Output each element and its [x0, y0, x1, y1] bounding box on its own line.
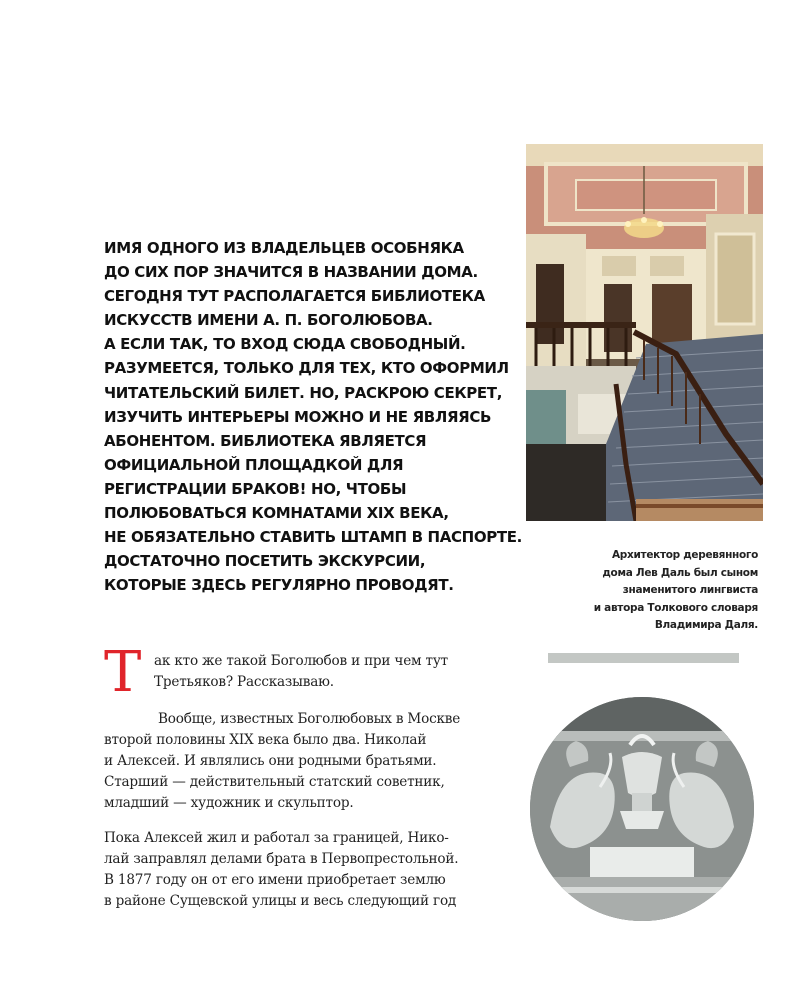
paragraph-1: [104, 651, 504, 693]
lead-line: НЕ ОБЯЗАТЕЛЬНО СТАВИТЬ ШТАМП В ПАСПОРТЕ.: [104, 528, 523, 547]
paragraph-line: младший — художник и скульптор.: [104, 795, 354, 811]
paragraph-line: Старший — действительный статский советник,: [104, 774, 445, 790]
lead-line: ЧИТАТЕЛЬСКИЙ БИЛЕТ. НО, РАСКРОЮ СЕКРЕТ,: [104, 383, 503, 402]
lead-line: ДО СИХ ПОР ЗНАЧИТСЯ В НАЗВАНИИ ДОМА.: [104, 263, 478, 282]
drop-cap: Т: [104, 640, 142, 705]
staircase-illustration: [526, 144, 763, 521]
paragraph-3: [104, 828, 504, 912]
caption-line: дома Лев Даль был сыном: [602, 566, 758, 579]
lead-line: ИСКУССТВ ИМЕНИ А. П. БОГОЛЮБОВА.: [104, 311, 433, 330]
paragraph-line: второй половины XIX века было два. Николай: [104, 732, 427, 748]
paragraph-line: лай заправлял делами брата в Первопрестольной.: [104, 851, 459, 867]
lead-quote: [104, 236, 524, 597]
paragraph-2: [104, 709, 504, 814]
caption-line: Владимира Даля.: [654, 619, 758, 631]
paragraph-line: и Алексей. И являлись они родными братьями.: [104, 753, 437, 769]
caption-line: и автора Толкового словаря: [593, 601, 758, 614]
library-staircase-photo: [526, 144, 763, 521]
lead-line: ДОСТАТОЧНО ПОСЕТИТЬ ЭКСКУРСИИ,: [104, 552, 426, 571]
caption-line: Архитектор деревянного: [611, 549, 758, 561]
lead-line: А ЕСЛИ ТАК, ТО ВХОД СЮДА СВОБОДНЫЙ.: [104, 335, 466, 354]
paragraph-line: Вообще, известных Боголюбовых в Москве: [158, 711, 461, 727]
lead-line: РЕГИСТРАЦИИ БРАКОВ! НО, ЧТОБЫ: [104, 479, 407, 498]
relief-medallion-photo: [530, 697, 754, 921]
paragraph-line: Третьяков? Рассказываю.: [154, 674, 334, 690]
lead-line: АБОНЕНТОМ. БИБЛИОТЕКА ЯВЛЯЕТСЯ: [104, 431, 427, 450]
photo-caption: [520, 547, 758, 635]
lead-line: ИЗУЧИТЬ ИНТЕРЬЕРЫ МОЖНО И НЕ ЯВЛЯЯСЬ: [104, 407, 492, 426]
paragraph-line: Пока Алексей жил и работал за границей, Нико-: [104, 830, 449, 846]
gray-divider-bar: [548, 653, 739, 663]
paragraph-line: в районе Сущевской улицы и весь следующий год: [104, 893, 457, 909]
lead-line: СЕГОДНЯ ТУТ РАСПОЛАГАЕТСЯ БИБЛИОТЕКА: [104, 287, 485, 306]
paragraph-line: ак кто же такой Боголюбов и при чем тут: [154, 653, 448, 669]
lead-line: ПОЛЮБОВАТЬСЯ КОМНАТАМИ XIX ВЕКА,: [104, 504, 449, 523]
lead-line: РАЗУМЕЕТСЯ, ТОЛЬКО ДЛЯ ТЕХ, КТО ОФОРМИЛ: [104, 359, 509, 378]
paragraph-line: В 1877 году он от его имени приобретает землю: [104, 872, 446, 888]
lead-line: КОТОРЫЕ ЗДЕСЬ РЕГУЛЯРНО ПРОВОДЯТ.: [104, 576, 454, 595]
caption-line: знаменитого лингвиста: [622, 584, 758, 596]
lead-line: ИМЯ ОДНОГО ИЗ ВЛАДЕЛЬЦЕВ ОСОБНЯКА: [104, 239, 464, 257]
lead-line: ОФИЦИАЛЬНОЙ ПЛОЩАДКОЙ ДЛЯ: [104, 455, 404, 474]
griffin-relief-illustration: [530, 697, 754, 921]
